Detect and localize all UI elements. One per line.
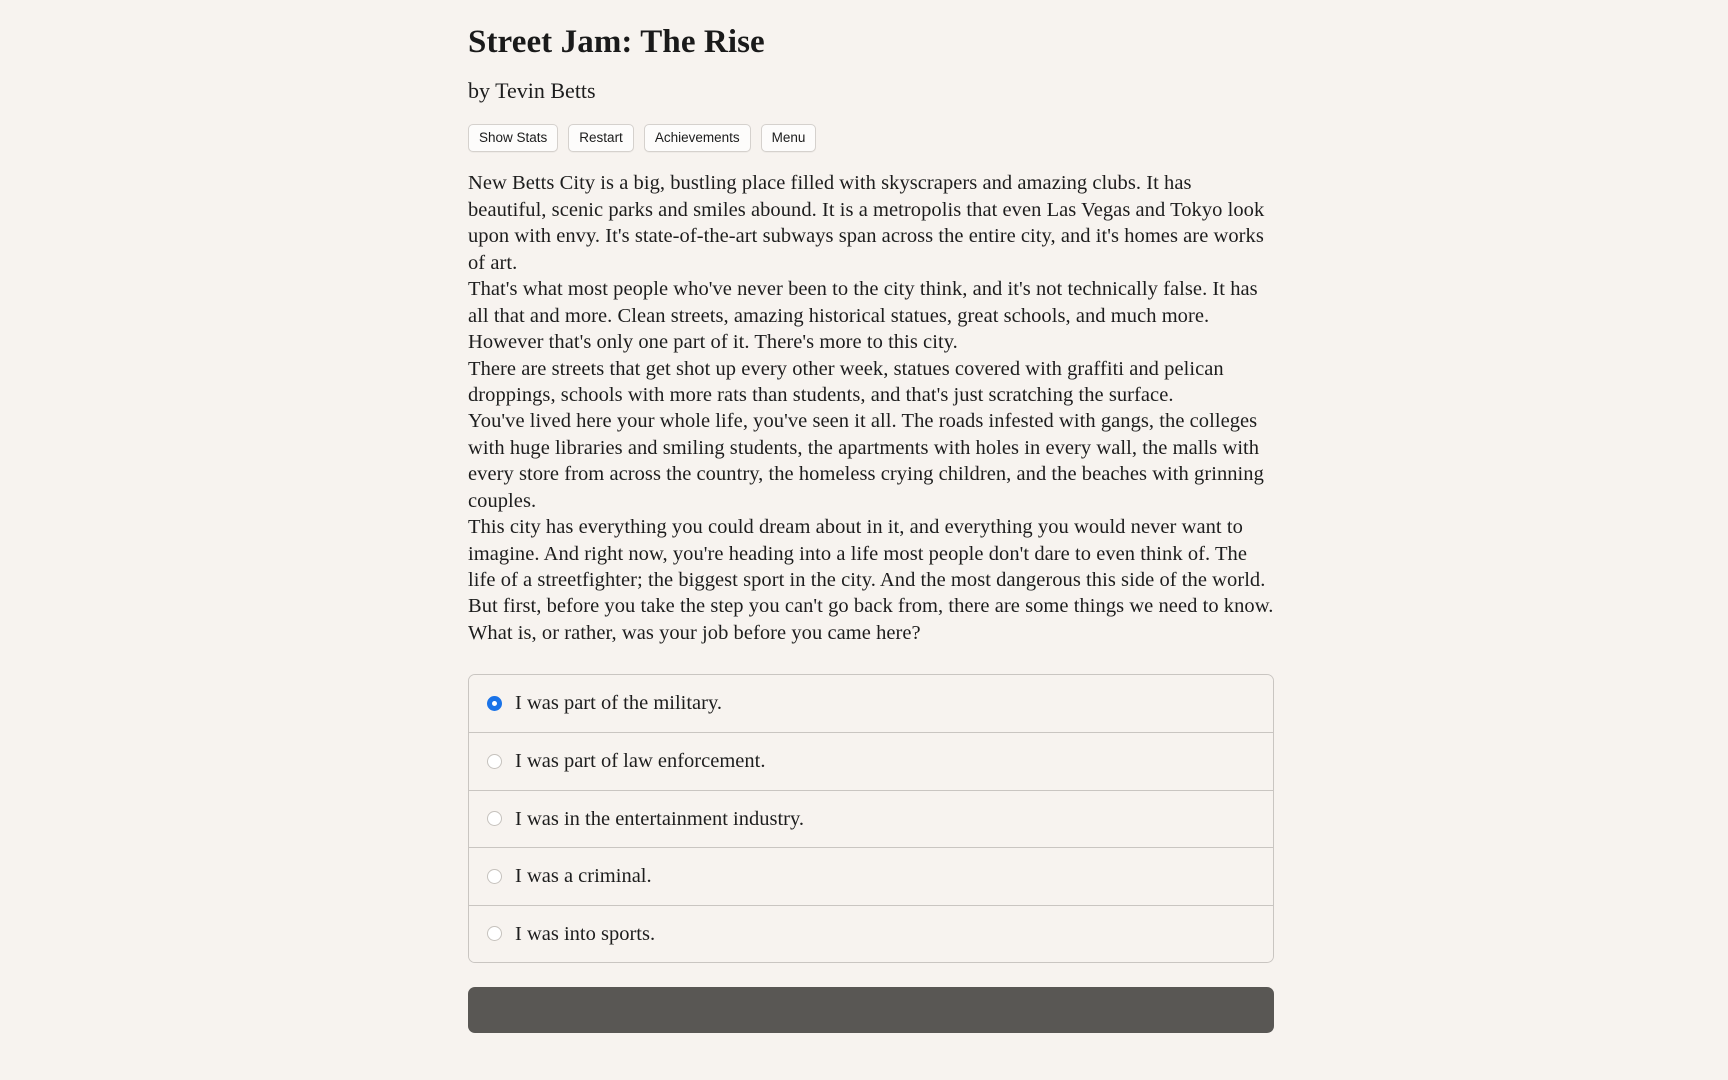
game-toolbar bbox=[468, 104, 1274, 153]
choice-label: I was in the entertainment industry. bbox=[515, 807, 805, 830]
story-paragraph: This city has everything you could dream about in it, and everything you would never want to imagine. And right now, you're heading into a life most people don't dare to even think of. The life of a streetfighter; the biggest sport in the city. And the most dangerous this side of the world. bbox=[468, 516, 1266, 591]
menu-button[interactable]: Menu bbox=[761, 124, 817, 153]
choice-list bbox=[468, 674, 1274, 963]
story-column bbox=[468, 0, 1274, 1033]
choice-option-criminal[interactable] bbox=[469, 848, 1273, 906]
choice-label: I was a criminal. bbox=[515, 865, 652, 888]
choice-label: I was into sports. bbox=[515, 922, 656, 945]
story-paragraph: But first, before you take the step you can't go back from, there are some things we need to know. bbox=[468, 595, 1274, 618]
next-button[interactable] bbox=[468, 987, 1274, 1033]
story-question: What is, or rather, was your job before you came here? bbox=[468, 621, 921, 644]
show-stats-button[interactable]: Show Stats bbox=[468, 124, 558, 153]
author-byline: by Tevin Betts bbox=[468, 77, 596, 103]
choice-option-military[interactable] bbox=[469, 675, 1273, 733]
achievements-button[interactable]: Achievements bbox=[644, 124, 751, 153]
radio-unselected-icon[interactable] bbox=[487, 926, 502, 941]
restart-button[interactable]: Restart bbox=[568, 124, 634, 153]
story-paragraph: That's what most people who've never been to the city think, and it's not technically false. It has all that and more. Clean streets, amazing historical statues, great schools, and much more. However that's only one part of it. There's more to this city. bbox=[468, 278, 1258, 354]
choice-label: I was part of law enforcement. bbox=[515, 749, 766, 772]
radio-unselected-icon[interactable] bbox=[487, 811, 502, 826]
radio-selected-icon[interactable] bbox=[487, 696, 502, 711]
choice-option-entertainment[interactable] bbox=[469, 791, 1273, 849]
story-paragraph: You've lived here your whole life, you've seen it all. The roads infested with gangs, the colleges with huge libraries and smiling students, the apartments with holes in every wall, the malls with every store from across the country, the homeless crying children, and the beaches with grinning couples. bbox=[468, 410, 1264, 512]
story-paragraph: There are streets that get shot up every other week, statues covered with graffiti and pelican droppings, schools with more rats than students, and that's just scratching the surface. bbox=[468, 357, 1224, 406]
choice-option-sports[interactable] bbox=[469, 906, 1273, 963]
choice-option-law-enforcement[interactable] bbox=[469, 733, 1273, 791]
story-paragraph: New Betts City is a big, bustling place filled with skyscrapers and amazing clubs. It has beautiful, scenic parks and smiles abound. It is a metropolis that even Las Vegas and Tokyo look upon with envy. It's state-of-the-art subways span across the entire city, and it's homes are works of art. bbox=[468, 172, 1265, 274]
radio-unselected-icon[interactable] bbox=[487, 754, 502, 769]
choice-label: I was part of the military. bbox=[515, 692, 723, 715]
page-title: Street Jam: The Rise bbox=[468, 24, 765, 60]
story-text bbox=[468, 152, 1274, 646]
radio-unselected-icon[interactable] bbox=[487, 869, 502, 884]
